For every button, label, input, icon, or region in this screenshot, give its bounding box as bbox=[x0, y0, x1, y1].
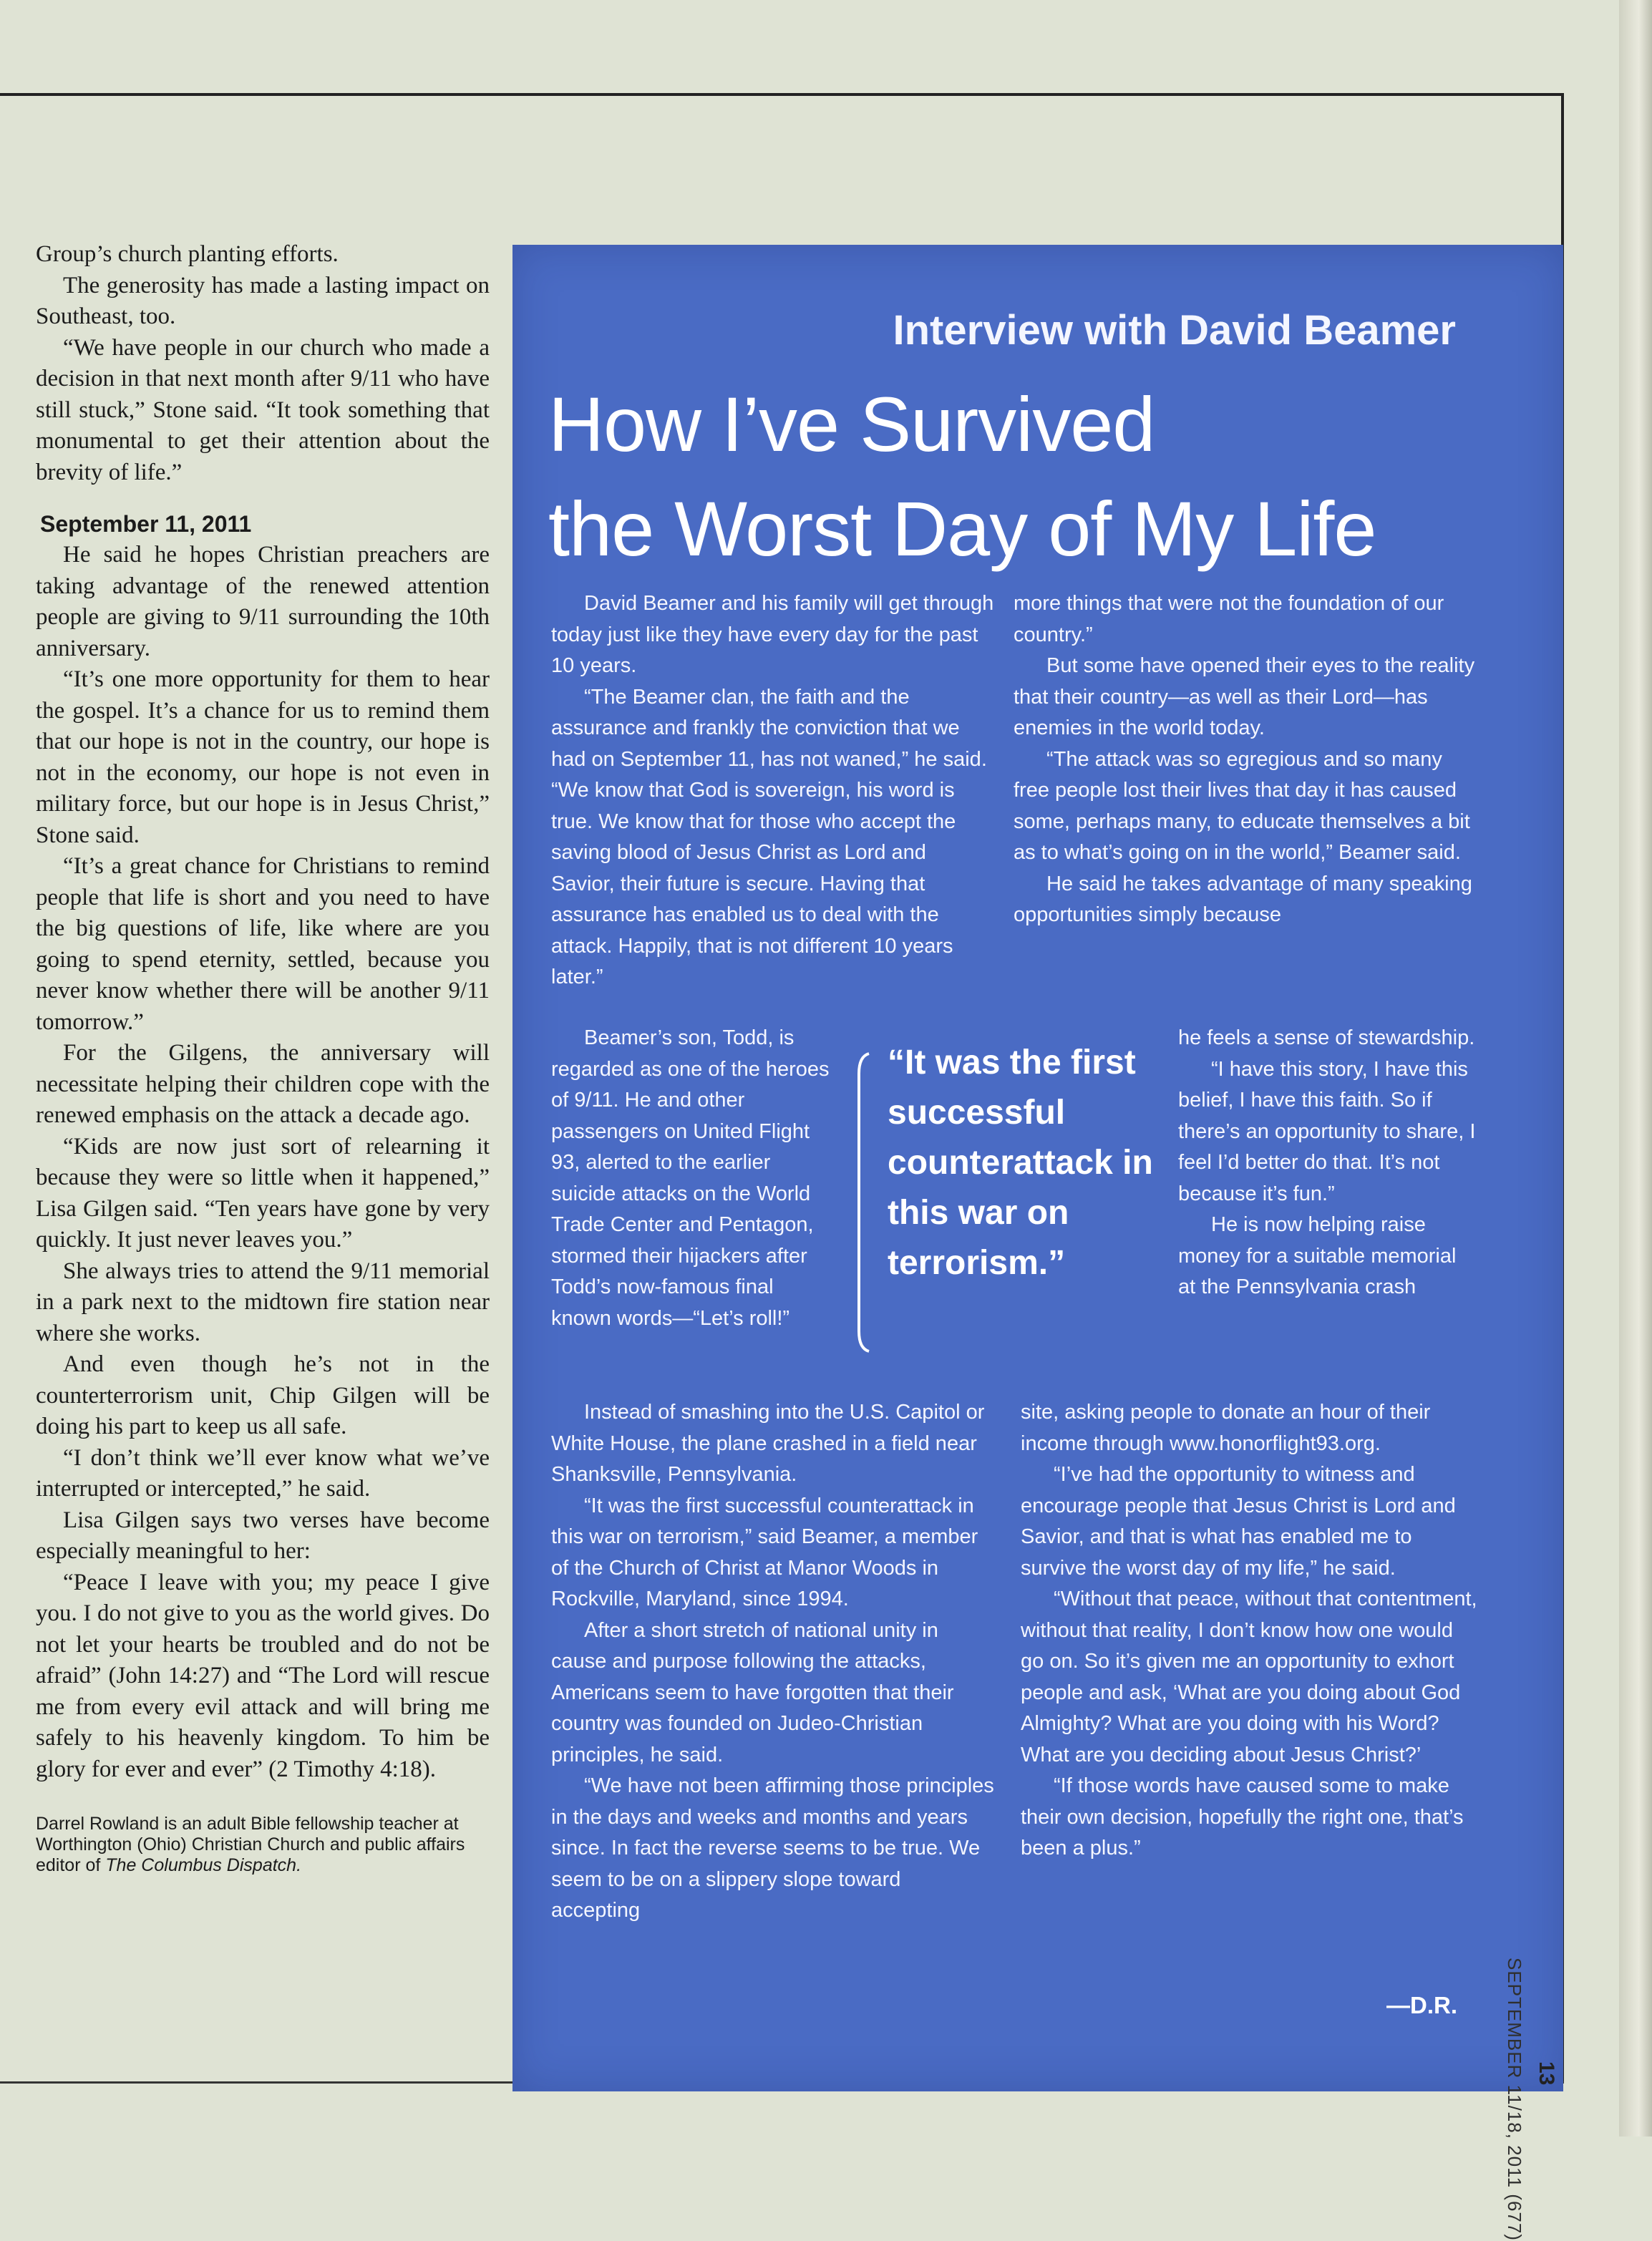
left-article-column bbox=[36, 239, 490, 1876]
paragraph: “Peace I leave with you; my peace I give you. I do not give to you as the world gives. Do not let your hearts be troubled and do not be afraid” (John 14:27) and “The Lord will rescue me from every evil attack and will bring me safely to his heavenly kingdom. To him be glory for ever and ever” (2 Timothy 4:18). bbox=[36, 1569, 490, 1782]
paragraph: site, asking people to donate an hour of their income through www.honorflight93.org. bbox=[1021, 1401, 1431, 1455]
pull-quote-text: “It was the first successful counterattack in this war on terrorism.” bbox=[888, 1044, 1153, 1282]
paragraph: He said he hopes Christian preachers are taking advantage of the renewed attention people are giving to 9/11 surrounding the 10th anniversary. bbox=[36, 542, 490, 661]
sidebar-column-2-middle bbox=[1178, 1023, 1479, 1303]
author-bio bbox=[36, 1814, 490, 1876]
publication-name: The Columbus Dispatch. bbox=[105, 1855, 302, 1875]
sidebar-column-1-middle bbox=[551, 1023, 837, 1334]
author-signoff: —D.R. bbox=[1386, 1992, 1457, 2018]
paragraph: Lisa Gilgen says two verses have become especially meaningful to her: bbox=[36, 1507, 490, 1564]
paragraph: he feels a sense of stewardship. bbox=[1178, 1026, 1475, 1049]
paragraph: “We have not been affirming those principles in the days and weeks and months and years since. In fact the reverse seems to be true. We seem to be on a slippery slope toward accepting bbox=[551, 1774, 994, 1922]
paragraph: “It’s a great chance for Christians to remind people that life is short and you need to have the big questions of life, like where are you going to spend eternity, settled, because you never know whether there will be another 9/11 tomorrow.” bbox=[36, 853, 490, 1035]
paragraph: Beamer’s son, Todd, is regarded as one of the heroes of 9/11. He and other passengers on United Flight 93, alerted to the earlier suicide attacks on the World Trade Center and Pentagon, stormed their hijackers after Todd’s now-famous final known words—“Let’s roll!” bbox=[551, 1026, 830, 1330]
paragraph: For the Gilgens, the anniversary will necessitate helping their children cope with the renewed emphasis on the attack a decade ago. bbox=[36, 1040, 490, 1128]
headline-line-1: How I’ve Survived bbox=[548, 381, 1155, 467]
pull-quote bbox=[856, 1038, 1171, 1575]
folio-date: SEPTEMBER 11/18, 2011 (677) bbox=[1504, 1958, 1525, 2241]
page-number: 13 bbox=[1535, 2061, 1558, 2086]
paragraph: She always tries to attend the 9/11 memorial in a park next to the midtown fire station near where she works. bbox=[36, 1258, 490, 1346]
sidebar-column-1-top bbox=[551, 588, 995, 993]
pull-quote-bracket bbox=[856, 1052, 872, 1353]
paragraph: “I don’t think we’ll ever know what we’ve interrupted or intercepted,” he said. bbox=[36, 1444, 490, 1502]
paragraph: “It was the first successful counterattack in this war on terrorism,” said Beamer, a member of the Church of Christ at Manor Woods in Rockville, Maryland, since 1994. bbox=[551, 1494, 978, 1610]
paragraph: Group’s church planting efforts. bbox=[36, 241, 339, 267]
sidebar-headline bbox=[548, 372, 1376, 581]
paragraph: “Kids are now just sort of relearning it because they were so little when it happened,” Lisa Gilgen said. “Ten years have gone by very quickly. It just never leaves you.” bbox=[36, 1133, 490, 1253]
paragraph: He is now helping raise money for a suitable memorial at the Pennsylvania crash bbox=[1178, 1213, 1457, 1298]
paragraph: The generosity has made a lasting impact on Southeast, too. bbox=[36, 272, 490, 329]
sidebar-kicker: Interview with David Beamer bbox=[893, 307, 1456, 354]
paragraph: “The Beamer clan, the faith and the assurance and frankly the conviction that we had on September 11, has not waned,” he said. “We know that God is sovereign, his word is true. We know that for those who accept the saving blood of Jesus Christ as Lord and Savior, their future is secure. Having that assurance has enabled us to deal with the attack. Happily, that is not different 10 years later.” bbox=[551, 685, 987, 988]
paragraph: more things that were not the foundation of our country.” bbox=[1014, 592, 1444, 646]
author-bio-text: Darrel Rowland is an adult Bible fellowship teacher at Worthington (Ohio) Christian Church and public affairs editor of bbox=[36, 1814, 465, 1875]
paragraph: After a short stretch of national unity in cause and purpose following the attacks, Americans seem to have forgotten that their country was founded on Judeo-Christian principles, he said. bbox=[551, 1618, 954, 1766]
paragraph: “It’s one more opportunity for them to hear the gospel. It’s a chance for us to remind them that our hope is not in the country, our hope is not in the economy, our hope is not even in military force, but our hope is in Jesus Christ,” Stone said. bbox=[36, 666, 490, 848]
paragraph: David Beamer and his family will get through today just like they have every day for the past 10 years. bbox=[551, 592, 994, 677]
page-gutter-edge bbox=[1619, 0, 1652, 2137]
paragraph: “I have this story, I have this belief, I have this faith. So if there’s an opportunity to share, I feel I’d better do that. It’s not because it’s fun.” bbox=[1178, 1057, 1476, 1205]
paragraph: He said he takes advantage of many speaking opportunities simply because bbox=[1014, 872, 1472, 926]
paragraph: “We have people in our church who made a decision in that next month after 9/11 who have still stuck,” Stone said. “It took something that monumental to get their attention about the brevity of life.” bbox=[36, 334, 490, 485]
headline-line-2: the Worst Day of My Life bbox=[548, 485, 1376, 572]
paragraph: “I’ve had the opportunity to witness and encourage people that Jesus Christ is Lord and Savior, and that is what has enabled me to survive the worst day of my life,” he said. bbox=[1021, 1463, 1456, 1580]
paragraph: And even though he’s not in the counterterrorism unit, Chip Gilgen will be doing his part to keep us all safe. bbox=[36, 1351, 490, 1439]
paragraph: “The attack was so egregious and so many free people lost their lives that day it has caused some, perhaps many, to educate themselves a bit as to what’s going on in the world,” Beamer said. bbox=[1014, 747, 1470, 864]
paragraph: “Without that peace, without that contentment, without that reality, I don’t know how one would go on. So it’s given me an opportunity to exhort people and ask, ‘What are you doing about God Almighty? What are you doing with his Word? What are you deciding about Jesus Christ?’ bbox=[1021, 1588, 1477, 1766]
section-subhead: September 11, 2011 bbox=[40, 511, 252, 537]
interview-sidebar bbox=[512, 245, 1563, 2091]
paragraph: Instead of smashing into the U.S. Capitol or White House, the plane crashed in a field near Shanksville, Pennsylvania. bbox=[551, 1401, 985, 1486]
paragraph: But some have opened their eyes to the reality that their country—as well as their Lord—has enemies in the world today. bbox=[1014, 654, 1475, 739]
sidebar-column-2-top bbox=[1014, 588, 1477, 931]
paragraph: “If those words have caused some to make their own decision, hopefully the right one, that’s been a plus.” bbox=[1021, 1774, 1464, 1860]
top-rule bbox=[0, 93, 1563, 96]
